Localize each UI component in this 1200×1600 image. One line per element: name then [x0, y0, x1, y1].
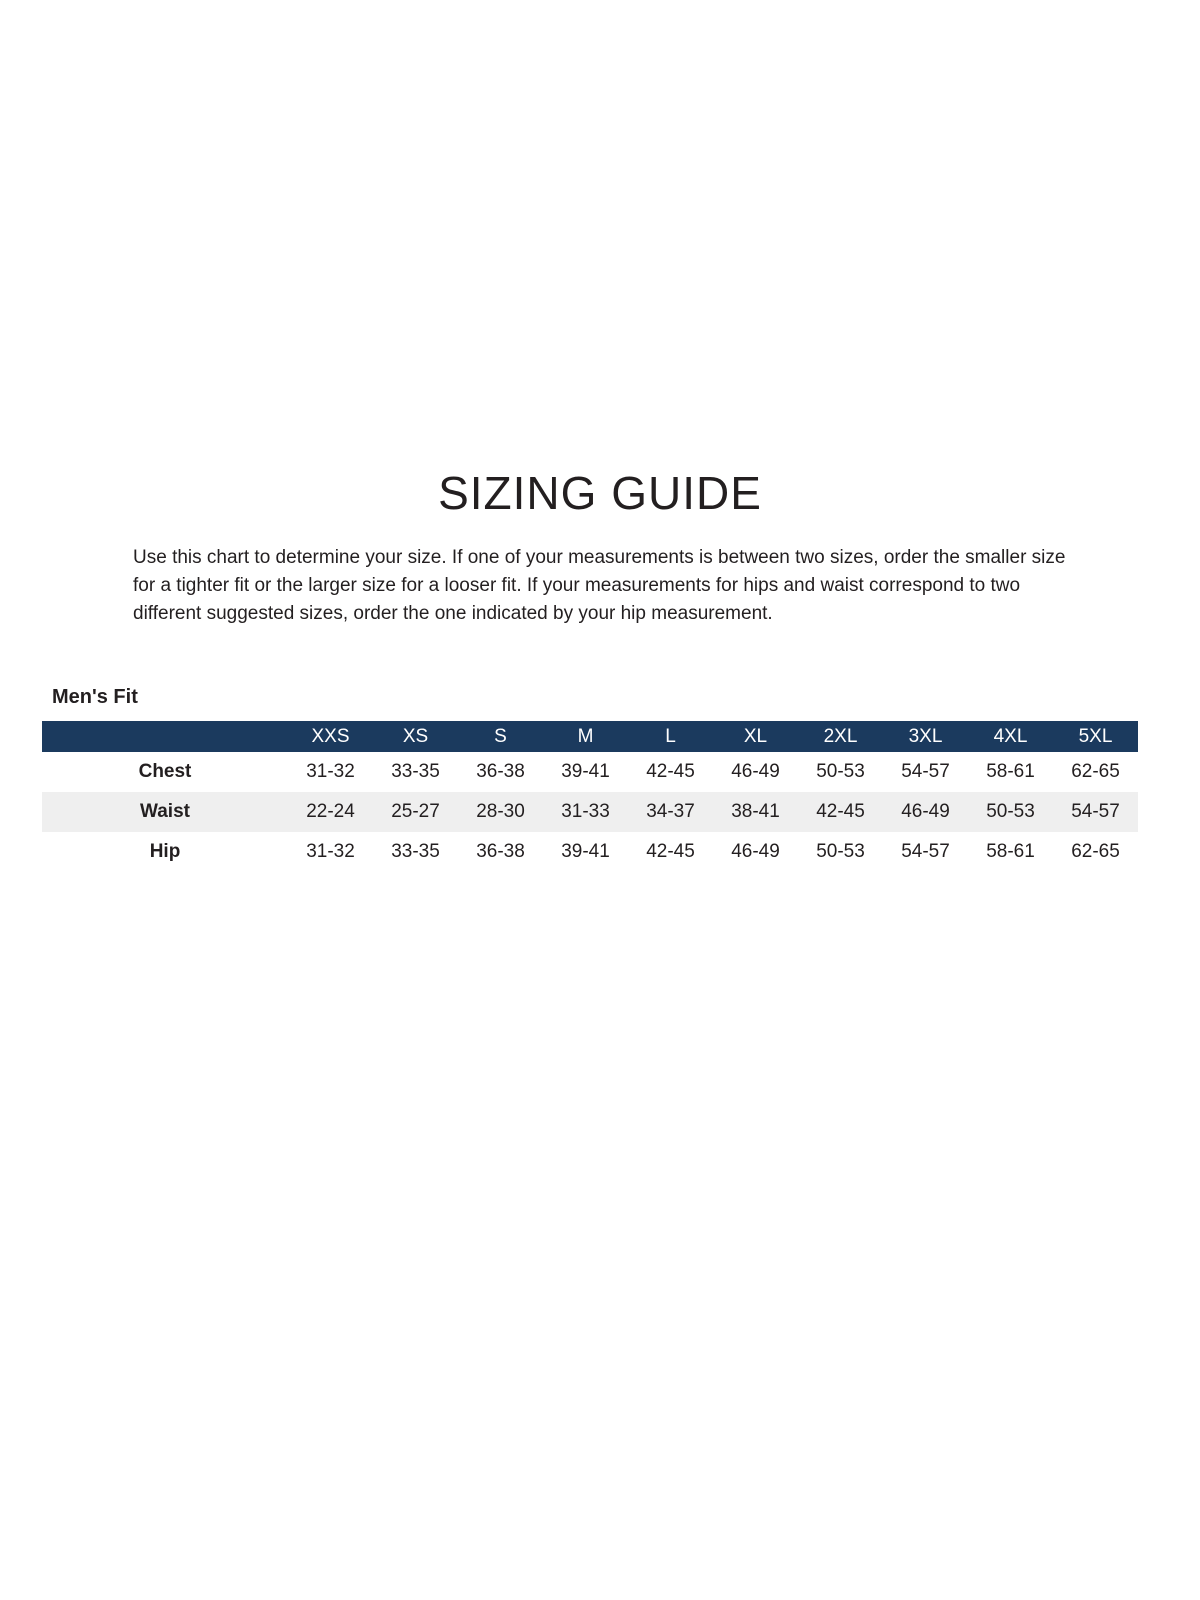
size-cell: 50-53	[816, 761, 865, 783]
size-cell: 22-24	[306, 801, 355, 823]
table-row-waist	[42, 792, 1138, 832]
size-cell: 38-41	[731, 801, 780, 823]
size-cell: 58-61	[986, 761, 1035, 783]
header-cell-m: M	[543, 721, 628, 752]
size-cell: 54-57	[901, 761, 950, 783]
size-cell: 58-61	[986, 841, 1035, 863]
header-cell-2xl: 2XL	[798, 721, 883, 752]
size-cell: 39-41	[561, 761, 610, 783]
size-cell: 34-37	[646, 801, 695, 823]
size-cell: 31-32	[306, 761, 355, 783]
size-cell: 42-45	[646, 761, 695, 783]
size-cell: 42-45	[816, 801, 865, 823]
size-cell: 39-41	[561, 841, 610, 863]
size-cell: 31-32	[306, 841, 355, 863]
row-label-hip: Hip	[149, 841, 181, 863]
row-label-chest: Chest	[138, 761, 192, 783]
size-cell: 46-49	[901, 801, 950, 823]
size-cell: 31-33	[561, 801, 610, 823]
size-cell: 50-53	[986, 801, 1035, 823]
table-row-hip	[42, 832, 1138, 872]
row-label-waist: Waist	[140, 801, 190, 823]
size-table-header-row	[42, 721, 1138, 752]
size-cell: 36-38	[476, 761, 525, 783]
header-cell-empty	[42, 721, 288, 752]
size-cell: 33-35	[391, 761, 440, 783]
size-cell: 54-57	[901, 841, 950, 863]
size-cell: 33-35	[391, 841, 440, 863]
size-table	[42, 721, 1138, 872]
header-cell-xs: XS	[373, 721, 458, 752]
header-cell-3xl: 3XL	[883, 721, 968, 752]
size-cell: 28-30	[476, 801, 525, 823]
header-cell-xxs: XXS	[288, 721, 373, 752]
header-cell-5xl: 5XL	[1053, 721, 1138, 752]
header-cell-s: S	[458, 721, 543, 752]
size-cell: 46-49	[731, 841, 780, 863]
size-cell: 25-27	[391, 801, 440, 823]
header-cell-4xl: 4XL	[968, 721, 1053, 752]
size-cell: 54-57	[1071, 801, 1120, 823]
size-cell: 50-53	[816, 841, 865, 863]
header-cell-xl: XL	[713, 721, 798, 752]
size-cell: 62-65	[1071, 761, 1120, 783]
size-cell: 42-45	[646, 841, 695, 863]
header-cell-l: L	[628, 721, 713, 752]
table-row-chest	[42, 752, 1138, 792]
size-cell: 36-38	[476, 841, 525, 863]
mens-fit-label: Men's Fit	[52, 686, 138, 709]
size-cell: 62-65	[1071, 841, 1120, 863]
page-title: SIZING GUIDE	[438, 467, 762, 519]
size-cell: 46-49	[731, 761, 780, 783]
intro-paragraph: Use this chart to determine your size. If one of your measurements is between two sizes, order the smaller size for a tighter fit or the larger size for a looser fit. If your measurements for hips and waist correspond to two different suggested sizes, order the one indicated by your hip measurement.	[133, 547, 1066, 625]
